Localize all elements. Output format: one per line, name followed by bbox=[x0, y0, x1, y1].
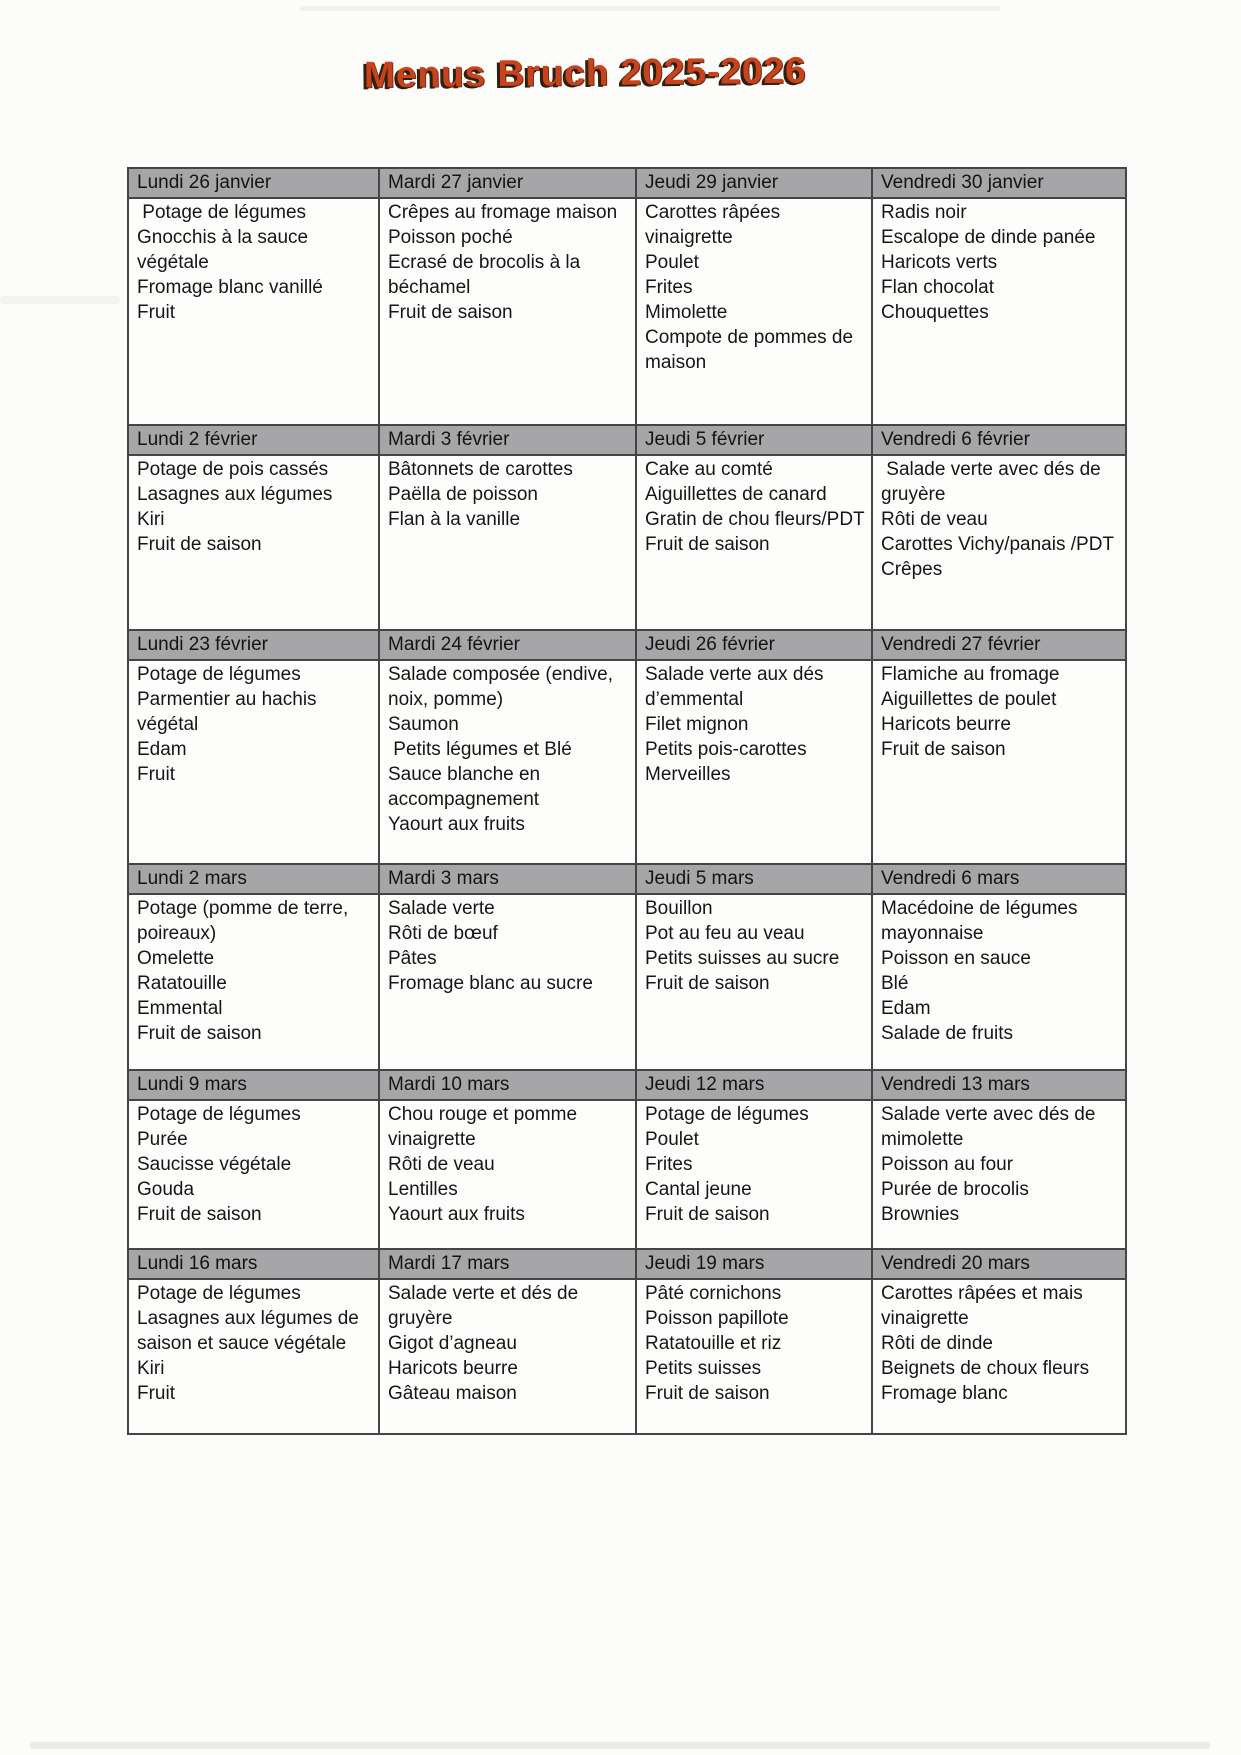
day-header-cell: Jeudi 19 mars bbox=[636, 1249, 872, 1279]
menu-item: Petits pois-carottes bbox=[645, 739, 807, 760]
menu-item: Beignets de choux fleurs bbox=[881, 1358, 1090, 1379]
menu-cell bbox=[636, 1100, 872, 1249]
scan-artifact-top bbox=[300, 6, 1000, 11]
menu-item: Crêpes au fromage maison bbox=[388, 202, 618, 223]
menu-item: Carottes râpées et mais vinaigrette bbox=[881, 1283, 1088, 1329]
menu-item: Compote de pommes de maison bbox=[645, 327, 859, 373]
menu-item: Flamiche au fromage bbox=[881, 664, 1060, 685]
menu-item: Frites bbox=[645, 277, 693, 298]
day-header-cell: Lundi 9 mars bbox=[128, 1070, 379, 1100]
menu-item: Poisson poché bbox=[388, 227, 513, 248]
menu-item: Potage de pois cassés bbox=[137, 459, 329, 480]
menu-item: Bâtonnets de carottes bbox=[388, 459, 573, 480]
week-body-row bbox=[128, 455, 1126, 630]
menu-cell bbox=[872, 1100, 1126, 1249]
menu-item: Poulet bbox=[645, 252, 699, 273]
menu-item: Fruit de saison bbox=[137, 1204, 262, 1225]
day-header-cell: Lundi 2 mars bbox=[128, 864, 379, 894]
menu-item: Parmentier au hachis végétal bbox=[137, 689, 322, 735]
menu-item: Fromage blanc bbox=[881, 1383, 1008, 1404]
menu-item: Petits suisses bbox=[645, 1358, 762, 1379]
menu-cell bbox=[128, 660, 379, 864]
menu-item: Paëlla de poisson bbox=[388, 484, 538, 505]
menu-item: Petits suisses au sucre bbox=[645, 948, 840, 969]
menu-item: Lasagnes aux légumes de saison et sauce végétale bbox=[137, 1308, 365, 1354]
menu-item: Poulet bbox=[645, 1129, 699, 1150]
menu-cell bbox=[379, 660, 636, 864]
menu-item: Yaourt aux fruits bbox=[388, 1204, 525, 1225]
menu-item: Fruit de saison bbox=[137, 534, 262, 555]
day-header-cell: Mardi 27 janvier bbox=[379, 168, 636, 198]
menu-item: Fruit bbox=[137, 764, 175, 785]
menu-item: Rôti de veau bbox=[388, 1154, 495, 1175]
menu-item: Salade composée (endive, noix, pomme) bbox=[388, 664, 619, 710]
menu-item: Emmental bbox=[137, 998, 223, 1019]
menu-item: Ratatouille bbox=[137, 973, 227, 994]
menu-item: Sauce blanche en accompagnement bbox=[388, 764, 546, 810]
menu-item: Purée bbox=[137, 1129, 188, 1150]
menu-item: Fromage blanc vanillé bbox=[137, 277, 323, 298]
menu-item: Poisson au four bbox=[881, 1154, 1014, 1175]
week-header-row bbox=[128, 168, 1126, 198]
menu-item: Saumon bbox=[388, 714, 459, 735]
menu-item: Flan à la vanille bbox=[388, 509, 521, 530]
menu-cell bbox=[872, 660, 1126, 864]
menu-cell bbox=[872, 455, 1126, 630]
menu-item: Potage de légumes bbox=[137, 1283, 301, 1304]
menu-item: Gratin de chou fleurs/PDT bbox=[645, 509, 865, 530]
day-header-cell: Lundi 23 février bbox=[128, 630, 379, 660]
menu-item: Lentilles bbox=[388, 1179, 458, 1200]
menu-item: Poisson papillote bbox=[645, 1308, 789, 1329]
menu-item: Salade verte avec dés de gruyère bbox=[881, 459, 1106, 505]
week-body-row bbox=[128, 894, 1126, 1070]
menu-cell bbox=[379, 198, 636, 425]
week-body-row bbox=[128, 198, 1126, 425]
menu-item: Rôti de veau bbox=[881, 509, 988, 530]
menu-item: Rôti de bœuf bbox=[388, 923, 498, 944]
menu-item: Edam bbox=[881, 998, 931, 1019]
menu-cell bbox=[636, 894, 872, 1070]
page-title: Menus Bruch 2025-2026 bbox=[363, 49, 807, 96]
menu-cell bbox=[872, 1279, 1126, 1434]
menu-item: Salade de fruits bbox=[881, 1023, 1014, 1044]
day-header-cell: Jeudi 29 janvier bbox=[636, 168, 872, 198]
menu-cell bbox=[636, 1279, 872, 1434]
week-header-row bbox=[128, 864, 1126, 894]
menu-item: Haricots beurre bbox=[881, 714, 1011, 735]
menu-item: Kiri bbox=[137, 1358, 165, 1379]
menu-cell bbox=[872, 894, 1126, 1070]
menu-item: Pâté cornichons bbox=[645, 1283, 782, 1304]
menu-item: Saucisse végétale bbox=[137, 1154, 292, 1175]
menu-item: Salade verte bbox=[388, 898, 495, 919]
menu-item: Fromage blanc au sucre bbox=[388, 973, 593, 994]
menu-item: Flan chocolat bbox=[881, 277, 995, 298]
menu-item: Potage de légumes bbox=[645, 1104, 809, 1125]
menu-item: Fruit bbox=[137, 302, 175, 323]
menu-item: Escalope de dinde panée bbox=[881, 227, 1096, 248]
week-header-row bbox=[128, 1070, 1126, 1100]
menu-cell bbox=[636, 455, 872, 630]
menu-item: Salade verte et dés de gruyère bbox=[388, 1283, 584, 1329]
day-header-cell: Vendredi 6 février bbox=[872, 425, 1126, 455]
menu-item: Merveilles bbox=[645, 764, 731, 785]
day-header-cell: Jeudi 5 mars bbox=[636, 864, 872, 894]
week-body-row bbox=[128, 1279, 1126, 1434]
menu-cell bbox=[872, 198, 1126, 425]
menu-item: Carottes râpées vinaigrette bbox=[645, 202, 786, 248]
menu-item: Kiri bbox=[137, 509, 165, 530]
day-header-cell: Mardi 10 mars bbox=[379, 1070, 636, 1100]
menu-item: Fruit de saison bbox=[645, 1383, 770, 1404]
day-header-cell: Lundi 2 février bbox=[128, 425, 379, 455]
menu-item: Haricots verts bbox=[881, 252, 998, 273]
menu-item: Frites bbox=[645, 1154, 693, 1175]
menu-cell bbox=[128, 1100, 379, 1249]
menu-item: Potage (pomme de terre, poireaux) bbox=[137, 898, 354, 944]
day-header-cell: Mardi 24 février bbox=[379, 630, 636, 660]
menu-cell bbox=[379, 1279, 636, 1434]
menu-item: Lasagnes aux légumes bbox=[137, 484, 333, 505]
menu-item: Poisson en sauce bbox=[881, 948, 1031, 969]
menu-item: Edam bbox=[137, 739, 187, 760]
day-header-cell: Mardi 17 mars bbox=[379, 1249, 636, 1279]
menu-cell bbox=[636, 198, 872, 425]
day-header-cell: Mardi 3 mars bbox=[379, 864, 636, 894]
menu-item: Cake au comté bbox=[645, 459, 773, 480]
menu-item: Brownies bbox=[881, 1204, 960, 1225]
menu-cell bbox=[379, 894, 636, 1070]
menu-item: Blé bbox=[881, 973, 909, 994]
day-header-cell: Vendredi 30 janvier bbox=[872, 168, 1126, 198]
menu-item: Filet mignon bbox=[645, 714, 749, 735]
menu-item: Salade verte aux dés d’emmental bbox=[645, 664, 829, 710]
menu-item: Chou rouge et pomme vinaigrette bbox=[388, 1104, 583, 1150]
menu-item: Fruit de saison bbox=[881, 739, 1006, 760]
menu-cell bbox=[379, 1100, 636, 1249]
day-header-cell: Vendredi 13 mars bbox=[872, 1070, 1126, 1100]
day-header-cell: Lundi 16 mars bbox=[128, 1249, 379, 1279]
week-header-row bbox=[128, 425, 1126, 455]
day-header-cell: Vendredi 20 mars bbox=[872, 1249, 1126, 1279]
week-header-row bbox=[128, 630, 1126, 660]
menu-table bbox=[127, 167, 1127, 1435]
week-body-row bbox=[128, 1100, 1126, 1249]
menu-item: Ratatouille et riz bbox=[645, 1333, 782, 1354]
week-body-row bbox=[128, 660, 1126, 864]
day-header-cell: Lundi 26 janvier bbox=[128, 168, 379, 198]
menu-item: Potage de légumes bbox=[137, 664, 301, 685]
menu-item: Fruit de saison bbox=[388, 302, 513, 323]
day-header-cell: Jeudi 12 mars bbox=[636, 1070, 872, 1100]
day-header-cell: Vendredi 27 février bbox=[872, 630, 1126, 660]
menu-item: Rôti de dinde bbox=[881, 1333, 993, 1354]
menu-item: Haricots beurre bbox=[388, 1358, 518, 1379]
menu-item: Omelette bbox=[137, 948, 215, 969]
day-header-cell: Jeudi 5 février bbox=[636, 425, 872, 455]
menu-item: Fruit de saison bbox=[645, 973, 770, 994]
scan-artifact-left bbox=[0, 296, 120, 304]
menu-item: Aiguillettes de poulet bbox=[881, 689, 1057, 710]
scan-artifact-bottom bbox=[30, 1742, 1210, 1749]
menu-item: Ecrasé de brocolis à la béchamel bbox=[388, 252, 586, 298]
menu-item: Petits légumes et Blé bbox=[388, 739, 572, 760]
menu-cell bbox=[128, 455, 379, 630]
menu-item: Pâtes bbox=[388, 948, 437, 969]
menu-item: Chouquettes bbox=[881, 302, 989, 323]
menu-item: Macédoine de légumes mayonnaise bbox=[881, 898, 1083, 944]
menu-item: Fruit de saison bbox=[645, 1204, 770, 1225]
day-header-cell: Mardi 3 février bbox=[379, 425, 636, 455]
menu-cell bbox=[128, 198, 379, 425]
menu-item: Fruit de saison bbox=[137, 1023, 262, 1044]
menu-cell bbox=[636, 660, 872, 864]
menu-cell bbox=[379, 455, 636, 630]
menu-item: Aiguillettes de canard bbox=[645, 484, 827, 505]
menu-item: Radis noir bbox=[881, 202, 967, 223]
day-header-cell: Vendredi 6 mars bbox=[872, 864, 1126, 894]
menu-item: Pot au feu au veau bbox=[645, 923, 805, 944]
menu-cell bbox=[128, 894, 379, 1070]
menu-item: Carottes Vichy/panais /PDT bbox=[881, 534, 1115, 555]
menu-item: Salade verte avec dés de mimolette bbox=[881, 1104, 1101, 1150]
menu-item: Potage de légumes bbox=[137, 1104, 301, 1125]
menu-item: Gâteau maison bbox=[388, 1383, 517, 1404]
menu-item: Gigot d’agneau bbox=[388, 1333, 517, 1354]
menu-item: Fruit bbox=[137, 1383, 175, 1404]
menu-item: Potage de légumes bbox=[137, 202, 307, 223]
menu-item: Mimolette bbox=[645, 302, 728, 323]
menu-item: Yaourt aux fruits bbox=[388, 814, 525, 835]
menu-item: Cantal jeune bbox=[645, 1179, 752, 1200]
menu-item: Fruit de saison bbox=[645, 534, 770, 555]
menu-item: Gnocchis à la sauce végétale bbox=[137, 227, 314, 273]
menu-cell bbox=[128, 1279, 379, 1434]
menu-item: Purée de brocolis bbox=[881, 1179, 1029, 1200]
menu-table-body bbox=[128, 168, 1126, 1434]
day-header-cell: Jeudi 26 février bbox=[636, 630, 872, 660]
week-header-row bbox=[128, 1249, 1126, 1279]
menu-item: Crêpes bbox=[881, 559, 943, 580]
menu-item: Gouda bbox=[137, 1179, 195, 1200]
menu-item: Bouillon bbox=[645, 898, 713, 919]
